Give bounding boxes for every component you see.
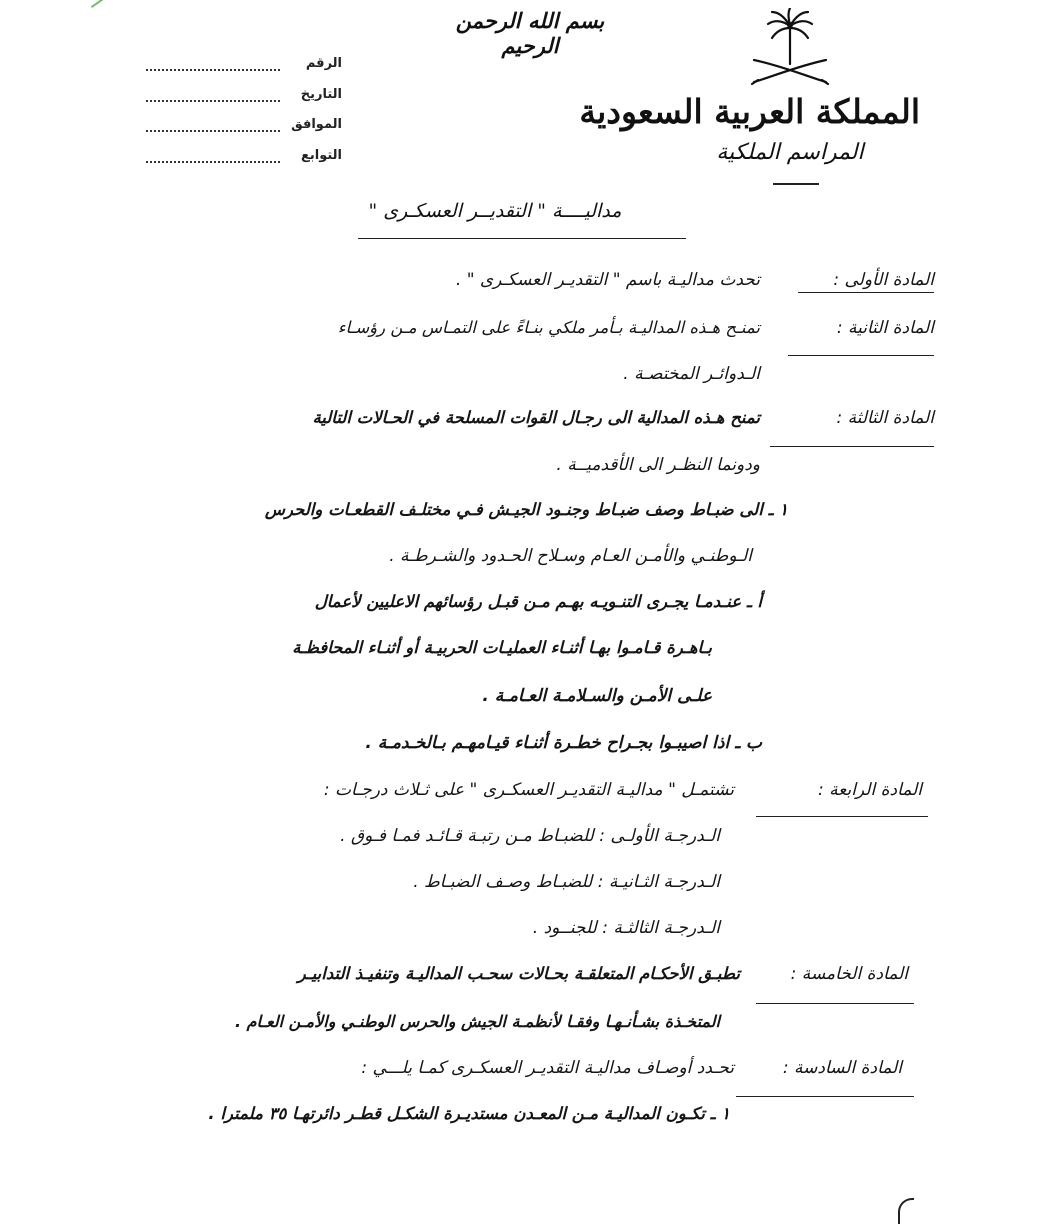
- article-2-continuation: الـدوائـر المختصـة .: [623, 364, 760, 384]
- page-corner-mark: [898, 1198, 914, 1224]
- article-4-underline: [756, 816, 928, 817]
- palm-and-swords-emblem-icon: [748, 8, 832, 88]
- item-1-text: ١ ـ الى ضبـاط وصف ضبـاط وجنـود الجيـش فـي مختلـف القطعـات والحرس: [264, 500, 788, 519]
- reference-fields: [146, 56, 342, 178]
- royal-protocol-office: المراسم الملكية: [716, 140, 864, 165]
- degree-3: الـدرجـة الثالثـة : للجنــود .: [532, 918, 720, 938]
- sub-item-a-continuation-2: علـى الأمـن والسـلامـة العـامـة .: [482, 686, 712, 706]
- ref-row-corresponding: [146, 117, 342, 148]
- ref-row-date: [146, 87, 342, 118]
- ref-row-number: [146, 56, 342, 87]
- article-1-label: المادة الأولى :: [833, 270, 934, 290]
- article-2-underline: [788, 355, 934, 356]
- article-5-continuation: المتخـذة بشـأنـهـا وفقـا لأنظمـة الجيش والحرس الوطنـي والأمـن العـام .: [234, 1012, 720, 1031]
- sub-item-b-text: ب ـ اذا اصيبـوا بجـراح خطـرة أثنـاء قيـامهـم بـالخـدمـة .: [365, 733, 762, 753]
- ref-label: التوابع: [300, 147, 342, 163]
- ref-label: الرقم: [305, 56, 342, 71]
- article-4-label: المادة الرابعة :: [818, 780, 922, 800]
- specification-item-1: ١ ـ تكـون المداليـة مـن المعـدن مستديـرة الشكـل قطـر دائرتهـا ٣٥ ملمترا .: [208, 1104, 730, 1123]
- degree-1: الـدرجـة الأولـى : للضبـاط مـن رتبـة قـائـد فمـا فـوق .: [340, 826, 720, 846]
- letterhead-divider: [773, 183, 819, 185]
- article-1-underline: [798, 292, 934, 293]
- article-3-label: المادة الثالثة :: [836, 408, 934, 428]
- article-6-text: تحـدد أوصـاف مداليـة التقديـر العسكـرى كمـا يلـــي :: [361, 1058, 734, 1078]
- sub-item-a-text: أ ـ عنـدمـا يجـرى التنـويـه بهـم مـن قبـل رؤسائهم الاعليين لأعمال: [314, 592, 762, 611]
- ref-dotted-line: [146, 100, 280, 102]
- article-2-text: تمنـح هـذه المداليـة بـأمر ملكي بنـاءً على التمـاس مـن رؤسـاء: [337, 318, 760, 337]
- article-6-underline: [736, 1096, 914, 1097]
- article-2-label: المادة الثانية :: [836, 318, 934, 338]
- article-6-label: المادة السادسة :: [782, 1058, 902, 1078]
- kingdom-name: المملكة العربية السعودية: [579, 92, 920, 131]
- document-title: مداليــــة " التقديــر العسكـرى ": [368, 200, 622, 222]
- degree-2: الـدرجـة الثـانيـة : للضبـاط وصـف الضبـاط .: [413, 872, 720, 892]
- ref-dotted-line: [146, 69, 280, 71]
- ref-label: الموافق: [291, 117, 342, 132]
- sub-item-a-continuation-1: بـاهـرة قـامـوا بهـا أثنـاء العمليـات الحربيـة أو أثنـاء المحافظـة: [292, 638, 712, 657]
- article-4-text: تشتمـل " مداليـة التقديـر العسكـرى " على ثـلاث درجـات :: [323, 780, 734, 800]
- ref-dotted-line: [146, 161, 280, 163]
- item-1-continuation: الـوطنـي والأمـن العـام وسـلاح الحـدود والشـرطـة .: [389, 546, 752, 566]
- title-underline: [358, 238, 686, 239]
- ref-dotted-line: [146, 130, 280, 132]
- article-1-text: تحدث مداليـة باسم " التقديـر العسكـرى " .: [455, 270, 760, 290]
- article-5-text: تطبـق الأحكـام المتعلقـة بحـالات سحـب المداليـة وتنفيـذ التدابيـر: [297, 964, 740, 983]
- corner-mark: [87, 0, 103, 8]
- article-5-label: المادة الخامسة :: [790, 964, 908, 984]
- ref-row-attachments: [146, 148, 342, 179]
- article-3-continuation: ودونما النظـر الى الأقدميــة .: [556, 455, 760, 475]
- basmala: بسم الله الرحمن الرحيم: [455, 8, 605, 58]
- article-5-underline: [756, 1003, 914, 1004]
- ref-label: التاريخ: [300, 86, 342, 102]
- article-3-text: تمنح هـذه المدالية الى رجـال القوات المسلحة في الحـالات التالية: [312, 408, 760, 427]
- article-3-underline: [770, 446, 934, 447]
